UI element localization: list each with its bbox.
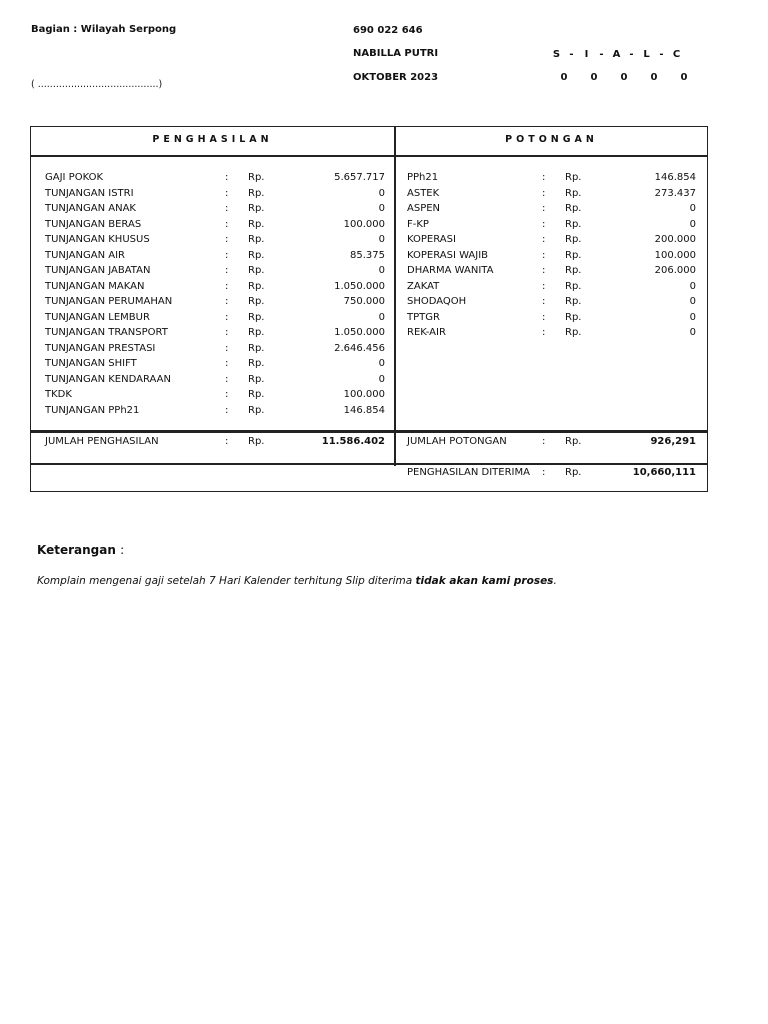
deduction-item-row bbox=[407, 279, 696, 295]
deductions-total-label: JUMLAH POTONGAN bbox=[407, 436, 507, 447]
earning-item-colon: : bbox=[225, 342, 229, 354]
deduction-item-row bbox=[407, 201, 696, 217]
deduction-item-label: KOPERASI WAJIB bbox=[407, 249, 489, 261]
code-letter: - bbox=[599, 49, 604, 60]
deduction-item-label: TPTGR bbox=[407, 311, 440, 323]
deduction-item-label: ASTEK bbox=[407, 187, 440, 199]
deduction-item-label: DHARMA WANITA bbox=[407, 265, 494, 276]
deduction-item-currency: Rp. bbox=[565, 172, 582, 183]
earning-item-currency: Rp. bbox=[248, 218, 265, 230]
earning-item-value: 0 bbox=[378, 187, 385, 199]
earning-item-colon: : bbox=[225, 311, 229, 323]
deduction-item-currency: Rp. bbox=[565, 249, 582, 261]
earning-item-colon: : bbox=[225, 373, 229, 385]
code-letter: - bbox=[659, 49, 664, 60]
earning-item-row bbox=[45, 387, 385, 403]
earnings-heading: PENGHASILAN bbox=[152, 134, 273, 145]
deduction-item-currency: Rp. bbox=[565, 218, 582, 230]
earning-item-value: 0 bbox=[378, 358, 385, 369]
deduction-item-colon: : bbox=[542, 311, 546, 323]
code-digit: 0 bbox=[590, 72, 598, 83]
earnings-total-currency: Rp. bbox=[248, 436, 265, 447]
deduction-item-value: 273.437 bbox=[654, 187, 696, 199]
earning-item-colon: : bbox=[225, 249, 229, 261]
code-digit: 0 bbox=[650, 72, 658, 83]
deduction-item-colon: : bbox=[542, 234, 546, 245]
deduction-item-row bbox=[407, 232, 696, 248]
code-letter: I bbox=[584, 49, 589, 60]
earning-item-label: TKDK bbox=[45, 389, 72, 400]
earning-item-currency: Rp. bbox=[248, 358, 265, 369]
code-letter: A bbox=[612, 49, 621, 60]
payslip-table bbox=[30, 126, 708, 492]
deductions-total-value: 926,291 bbox=[650, 436, 696, 447]
earning-item-row bbox=[45, 356, 385, 372]
earning-item-colon: : bbox=[225, 389, 229, 400]
earning-item-row bbox=[45, 263, 385, 279]
deduction-item-value: 0 bbox=[689, 311, 696, 323]
earning-item-colon: : bbox=[225, 234, 229, 245]
earning-item-value: 0 bbox=[378, 373, 385, 385]
deduction-item-value: 200.000 bbox=[654, 234, 696, 245]
earning-item-value: 0 bbox=[378, 234, 385, 245]
earning-item-colon: : bbox=[225, 296, 229, 307]
notes-text-prefix: Komplain mengenai gaji setelah 7 Hari Kalender terhitung Slip diterima bbox=[37, 575, 416, 587]
earning-item-colon: : bbox=[225, 218, 229, 230]
deduction-item-currency: Rp. bbox=[565, 187, 582, 199]
earning-item-value: 85.375 bbox=[350, 249, 385, 261]
earning-item-currency: Rp. bbox=[248, 342, 265, 354]
earning-item-label: TUNJANGAN JABATAN bbox=[45, 265, 151, 276]
earning-item-value: 100.000 bbox=[343, 218, 385, 230]
deduction-item-value: 206.000 bbox=[654, 265, 696, 276]
earning-item-currency: Rp. bbox=[248, 311, 265, 323]
earning-item-value: 0 bbox=[378, 203, 385, 214]
deduction-item-currency: Rp. bbox=[565, 311, 582, 323]
net-pay-currency: Rp. bbox=[565, 467, 582, 478]
earning-item-row bbox=[45, 372, 385, 388]
deduction-item-value: 0 bbox=[689, 327, 696, 338]
earning-item-currency: Rp. bbox=[248, 187, 265, 199]
earning-item-value: 5.657.717 bbox=[334, 172, 385, 183]
earning-item-currency: Rp. bbox=[248, 172, 265, 183]
deduction-item-value: 0 bbox=[689, 280, 696, 292]
column-divider bbox=[394, 127, 396, 466]
deduction-item-colon: : bbox=[542, 327, 546, 338]
deduction-item-row bbox=[407, 186, 696, 202]
deduction-item-label: PPh21 bbox=[407, 172, 439, 183]
earning-item-currency: Rp. bbox=[248, 280, 265, 292]
deduction-item-row bbox=[407, 263, 696, 279]
earning-item-value: 0 bbox=[378, 265, 385, 276]
earnings-total-colon: : bbox=[225, 436, 229, 447]
earning-item-currency: Rp. bbox=[248, 265, 265, 276]
deduction-item-currency: Rp. bbox=[565, 280, 582, 292]
earning-item-label: TUNJANGAN SHIFT bbox=[45, 358, 137, 369]
earning-item-value: 100.000 bbox=[343, 389, 385, 400]
earning-item-row bbox=[45, 186, 385, 202]
earning-item-row bbox=[45, 279, 385, 295]
notes-text-bold: tidak akan kami proses bbox=[415, 575, 554, 587]
deduction-item-colon: : bbox=[542, 296, 546, 307]
earning-item-label: TUNJANGAN PRESTASI bbox=[45, 342, 156, 354]
earning-item-colon: : bbox=[225, 358, 229, 369]
code-letter: S bbox=[552, 49, 561, 60]
deduction-item-value: 0 bbox=[689, 296, 696, 307]
employee-name: NABILLA PUTRI bbox=[353, 48, 439, 59]
earning-item-row bbox=[45, 325, 385, 341]
earning-item-label: TUNJANGAN AIR bbox=[45, 249, 125, 261]
earning-item-label: TUNJANGAN ISTRI bbox=[45, 187, 134, 199]
deduction-item-label: REK-AIR bbox=[407, 327, 446, 338]
deductions-total-colon: : bbox=[542, 436, 546, 447]
deduction-item-colon: : bbox=[542, 203, 546, 214]
earning-item-currency: Rp. bbox=[248, 296, 265, 307]
earning-item-row bbox=[45, 232, 385, 248]
deduction-item-colon: : bbox=[542, 280, 546, 292]
earning-item-currency: Rp. bbox=[248, 404, 265, 416]
earning-item-colon: : bbox=[225, 327, 229, 338]
earning-item-label: GAJI POKOK bbox=[45, 172, 104, 183]
deduction-item-row bbox=[407, 217, 696, 233]
deduction-item-row bbox=[407, 294, 696, 310]
deduction-item-row bbox=[407, 310, 696, 326]
deduction-item-label: ZAKAT bbox=[407, 280, 440, 292]
earning-item-currency: Rp. bbox=[248, 203, 265, 214]
earnings-total-value: 11.586.402 bbox=[321, 436, 385, 447]
department-label: Bagian : Wilayah Serpong bbox=[31, 24, 177, 35]
deduction-item-currency: Rp. bbox=[565, 296, 582, 307]
earning-item-label: TUNJANGAN KHUSUS bbox=[45, 234, 150, 245]
earning-item-currency: Rp. bbox=[248, 327, 265, 338]
deduction-item-row bbox=[407, 248, 696, 264]
net-pay-colon: : bbox=[542, 467, 546, 478]
deduction-item-label: ASPEN bbox=[407, 203, 441, 214]
earning-item-row bbox=[45, 217, 385, 233]
earning-item-label: TUNJANGAN LEMBUR bbox=[45, 311, 150, 323]
deduction-item-value: 0 bbox=[689, 203, 696, 214]
deduction-item-colon: : bbox=[542, 187, 546, 199]
earning-item-colon: : bbox=[225, 265, 229, 276]
earning-item-row bbox=[45, 248, 385, 264]
earning-item-value: 2.646.456 bbox=[334, 342, 385, 354]
deductions-total-row bbox=[407, 434, 696, 450]
notes-text bbox=[37, 575, 557, 587]
earning-item-value: 750.000 bbox=[343, 296, 385, 307]
earning-item-colon: : bbox=[225, 280, 229, 292]
earning-item-value: 146.854 bbox=[343, 404, 385, 416]
code-digit: 0 bbox=[560, 72, 568, 83]
earning-item-row bbox=[45, 294, 385, 310]
earning-item-value: 1.050.000 bbox=[334, 280, 385, 292]
earning-item-colon: : bbox=[225, 404, 229, 416]
code-digit: 0 bbox=[680, 72, 688, 83]
earning-item-value: 1.050.000 bbox=[334, 327, 385, 338]
deduction-item-currency: Rp. bbox=[565, 203, 582, 214]
code-digit: 0 bbox=[620, 72, 628, 83]
code-letter: C bbox=[672, 49, 681, 60]
earning-item-label: TUNJANGAN BERAS bbox=[45, 218, 142, 230]
earning-item-currency: Rp. bbox=[248, 373, 265, 385]
notes-title-text: Keterangan bbox=[37, 543, 116, 557]
earning-item-colon: : bbox=[225, 187, 229, 199]
employee-code-digits bbox=[549, 72, 699, 83]
deduction-item-currency: Rp. bbox=[565, 327, 582, 338]
earning-item-row bbox=[45, 170, 385, 186]
earning-item-label: TUNJANGAN TRANSPORT bbox=[45, 327, 168, 338]
earnings-total-label: JUMLAH PENGHASILAN bbox=[45, 436, 159, 447]
pay-period: OKTOBER 2023 bbox=[353, 72, 439, 83]
earnings-total-row bbox=[45, 434, 385, 450]
earning-item-label: TUNJANGAN KENDARAAN bbox=[45, 373, 171, 385]
signature-line: ( ........................................) bbox=[31, 79, 163, 90]
earning-item-label: TUNJANGAN PPh21 bbox=[45, 404, 140, 416]
earning-item-value: 0 bbox=[378, 311, 385, 323]
deduction-item-label: F-KP bbox=[407, 218, 429, 230]
deduction-item-currency: Rp. bbox=[565, 234, 582, 245]
net-pay-value: 10,660,111 bbox=[632, 467, 696, 478]
total-divider bbox=[31, 430, 707, 433]
deduction-item-value: 100.000 bbox=[654, 249, 696, 261]
deduction-item-label: SHODAQOH bbox=[407, 296, 467, 307]
earning-item-label: TUNJANGAN MAKAN bbox=[45, 280, 145, 292]
code-letter: L bbox=[643, 49, 650, 60]
deduction-item-colon: : bbox=[542, 218, 546, 230]
deduction-item-colon: : bbox=[542, 249, 546, 261]
notes-text-suffix: . bbox=[553, 575, 557, 587]
code-letter: - bbox=[569, 49, 574, 60]
earning-item-colon: : bbox=[225, 203, 229, 214]
earning-item-label: TUNJANGAN ANAK bbox=[45, 203, 136, 214]
earning-item-row bbox=[45, 341, 385, 357]
deductions-total-currency: Rp. bbox=[565, 436, 582, 447]
earning-item-row bbox=[45, 201, 385, 217]
code-letter: - bbox=[629, 49, 634, 60]
deduction-item-row bbox=[407, 325, 696, 341]
earning-item-colon: : bbox=[225, 172, 229, 183]
notes-title-colon: : bbox=[120, 543, 125, 557]
net-pay-row bbox=[407, 465, 696, 481]
deduction-item-colon: : bbox=[542, 265, 546, 276]
header-divider bbox=[31, 155, 707, 157]
net-pay-label: PENGHASILAN DITERIMA bbox=[407, 467, 530, 478]
deductions-heading: POTONGAN bbox=[505, 134, 598, 145]
deduction-item-value: 146.854 bbox=[654, 172, 696, 183]
deduction-item-row bbox=[407, 170, 696, 186]
deduction-item-currency: Rp. bbox=[565, 265, 582, 276]
earning-item-currency: Rp. bbox=[248, 234, 265, 245]
employee-code-letters bbox=[549, 49, 684, 60]
deduction-item-label: KOPERASI bbox=[407, 234, 456, 245]
deduction-item-value: 0 bbox=[689, 218, 696, 230]
notes-title bbox=[37, 543, 124, 557]
earning-item-row bbox=[45, 403, 385, 419]
deduction-item-colon: : bbox=[542, 172, 546, 183]
earning-item-currency: Rp. bbox=[248, 249, 265, 261]
earning-item-label: TUNJANGAN PERUMAHAN bbox=[45, 296, 173, 307]
earning-item-currency: Rp. bbox=[248, 389, 265, 400]
employee-id: 690 022 646 bbox=[353, 25, 423, 36]
earning-item-row bbox=[45, 310, 385, 326]
